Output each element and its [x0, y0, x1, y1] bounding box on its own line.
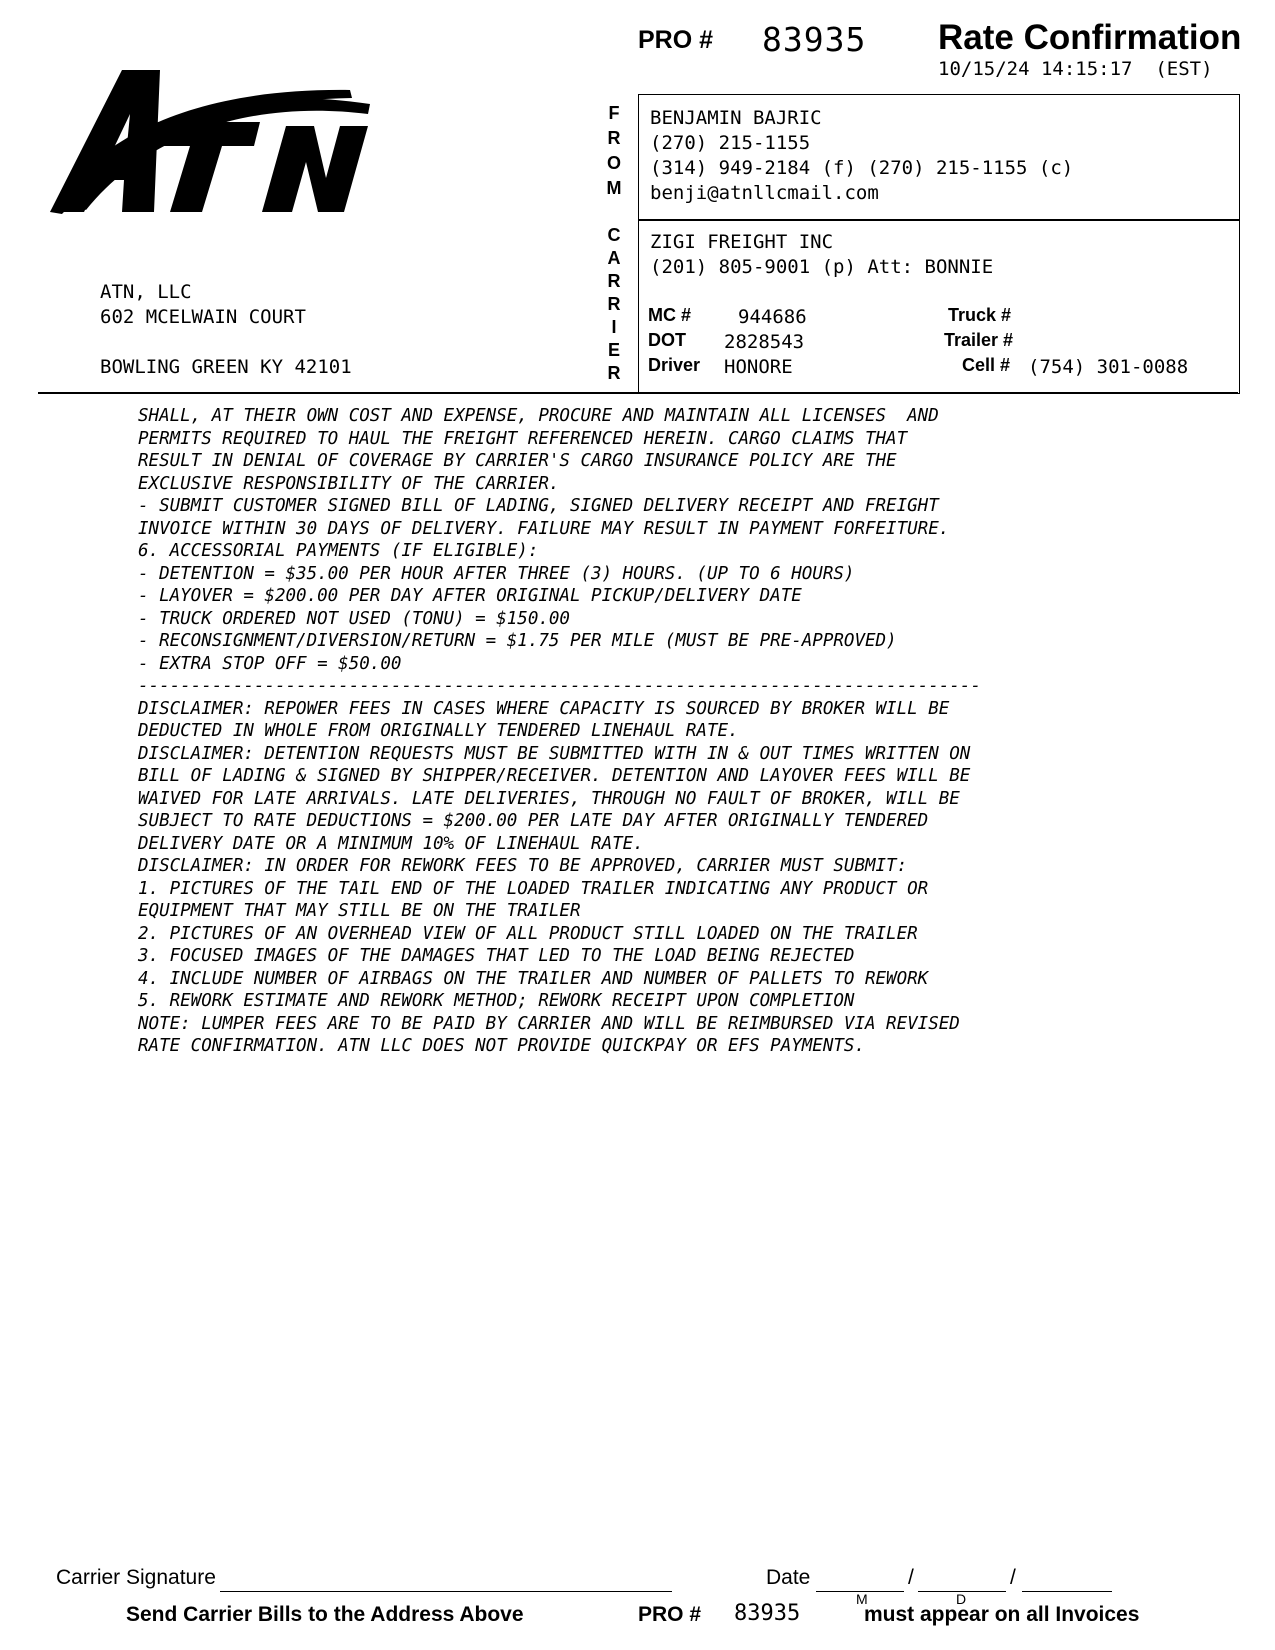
terms-line: - LAYOVER = $200.00 PER DAY AFTER ORIGINAL PICKUP/DELIVERY DATE [138, 586, 802, 606]
company-name: ATN, LLC [100, 281, 192, 303]
pro-number: 83935 [762, 20, 867, 59]
dot-label: DOT [648, 330, 686, 350]
driver-value: HONORE [724, 356, 793, 378]
mc-label: MC # [648, 305, 692, 325]
terms-line: EQUIPMENT THAT MAY STILL BE ON THE TRAILER [138, 901, 581, 921]
terms-line: DISCLAIMER: REPOWER FEES IN CASES WHERE CAPACITY IS SOURCED BY BROKER WILL BE [138, 698, 950, 719]
from-side-label: F R O M [606, 103, 622, 198]
company-street: 602 MCELWAIN COURT [100, 306, 306, 328]
footer-pro-label: PRO # [638, 1603, 702, 1626]
month-label: M [856, 1591, 868, 1607]
terms-line: 5. REWORK ESTIMATE AND REWORK METHOD; REWORK RECEIPT UPON COMPLETION [138, 991, 855, 1011]
timestamp: 10/15/24 14:15:17 (EST) [938, 58, 1213, 80]
carrier-side-label: C A R R I E R [607, 225, 621, 383]
terms-text [138, 405, 1248, 1058]
dot-value: 2828543 [724, 331, 805, 353]
send-bills-note: Send Carrier Bills to the Address Above [126, 1603, 524, 1626]
date-separator: / [1010, 1566, 1016, 1589]
terms-line: 3. FOCUSED IMAGES OF THE DAMAGES THAT LED TO THE LOAD BEING REJECTED [138, 946, 855, 966]
box-divider [639, 219, 1239, 221]
terms-line: PERMITS REQUIRED TO HAUL THE FREIGHT REFERENCED HEREIN. CARGO CLAIMS THAT [138, 428, 908, 449]
terms-line: EXCLUSIVE RESPONSIBILITY OF THE CARRIER. [138, 473, 560, 494]
terms-line: WAIVED FOR LATE ARRIVALS. LATE DELIVERIES, THROUGH NO FAULT OF BROKER, WILL BE [138, 788, 960, 809]
from-email: benji@atnllcmail.com [650, 182, 879, 204]
terms-line: SHALL, AT THEIR OWN COST AND EXPENSE, PROCURE AND MAINTAIN ALL LICENSES AND [138, 406, 939, 426]
date-label: Date [766, 1566, 811, 1589]
terms-line: DELIVERY DATE OR A MINIMUM 10% OF LINEHAUL RATE. [138, 833, 644, 854]
terms-line: 2. PICTURES OF AN OVERHEAD VIEW OF ALL PRODUCT STILL LOADED ON THE TRAILER [138, 923, 918, 944]
terms-line: - DETENTION = $35.00 PER HOUR AFTER THREE (3) HOURS. (UP TO 6 HOURS) [138, 563, 855, 584]
terms-divider: -------------------------------------------------------------------------------- [138, 676, 981, 696]
terms-line: RESULT IN DENIAL OF COVERAGE BY CARRIER'S CARGO INSURANCE POLICY ARE THE [138, 451, 897, 471]
trailer-label: Trailer # [944, 330, 1014, 350]
terms-line: DISCLAIMER: IN ORDER FOR REWORK FEES TO BE APPROVED, CARRIER MUST SUBMIT: [138, 856, 908, 876]
cell-value: (754) 301-0088 [1028, 356, 1189, 378]
terms-line: - EXTRA STOP OFF = $50.00 [138, 653, 402, 674]
terms-line: SUBJECT TO RATE DEDUCTIONS = $200.00 PER LATE DAY AFTER ORIGINALLY TENDERED [138, 811, 929, 831]
truck-label: Truck # [948, 305, 1012, 325]
carrier-name: ZIGI FREIGHT INC [650, 231, 834, 253]
page-title: Rate Confirmation [938, 18, 1242, 57]
pro-label: PRO # [638, 26, 714, 54]
signature-line[interactable] [220, 1591, 672, 1592]
terms-line: 6. ACCESSORIAL PAYMENTS (IF ELIGIBLE): [138, 541, 539, 561]
driver-label: Driver [648, 355, 701, 375]
cell-label: Cell # [962, 355, 1011, 375]
terms-line: - RECONSIGNMENT/DIVERSION/RETURN = $1.75 PER MILE (MUST BE PRE-APPROVED) [138, 631, 897, 651]
must-appear-note: must appear on all Invoices [864, 1603, 1140, 1626]
signature-label: Carrier Signature [56, 1566, 216, 1589]
day-label: D [956, 1591, 967, 1607]
from-phones-alt: (314) 949-2184 (f) (270) 215-1155 (c) [650, 157, 1074, 179]
company-city-state-zip: BOWLING GREEN KY 42101 [100, 356, 352, 378]
terms-line: - SUBMIT CUSTOMER SIGNED BILL OF LADING, SIGNED DELIVERY RECEIPT AND FREIGHT [138, 496, 939, 516]
mc-value: 944686 [738, 306, 807, 328]
carrier-contact: (201) 805-9001 (p) Att: BONNIE [650, 256, 994, 278]
terms-line: BILL OF LADING & SIGNED BY SHIPPER/RECEIVER. DETENTION AND LAYOVER FEES WILL BE [138, 766, 971, 786]
from-phone: (270) 215-1155 [650, 132, 811, 154]
date-separator: / [908, 1566, 914, 1589]
header-rule [38, 392, 1238, 394]
terms-line: DISCLAIMER: DETENTION REQUESTS MUST BE SUBMITTED WITH IN & OUT TIMES WRITTEN ON [138, 743, 971, 764]
terms-line: 4. INCLUDE NUMBER OF AIRBAGS ON THE TRAILER AND NUMBER OF PALLETS TO REWORK [138, 968, 929, 989]
terms-line: DEDUCTED IN WHOLE FROM ORIGINALLY TENDERED LINEHAUL RATE. [138, 721, 739, 741]
terms-line: RATE CONFIRMATION. ATN LLC DOES NOT PROVIDE QUICKPAY OR EFS PAYMENTS. [138, 1036, 865, 1056]
from-name: BENJAMIN BAJRIC [650, 107, 822, 129]
atn-logo [50, 62, 390, 227]
terms-line: 1. PICTURES OF THE TAIL END OF THE LOADED TRAILER INDICATING ANY PRODUCT OR [138, 878, 929, 899]
footer-pro-number: 83935 [734, 1601, 801, 1626]
terms-line: INVOICE WITHIN 30 DAYS OF DELIVERY. FAILURE MAY RESULT IN PAYMENT FORFEITURE. [138, 518, 950, 539]
terms-line: - TRUCK ORDERED NOT USED (TONU) = $150.00 [138, 608, 570, 629]
date-year-line[interactable] [1022, 1591, 1112, 1592]
terms-line: NOTE: LUMPER FEES ARE TO BE PAID BY CARRIER AND WILL BE REIMBURSED VIA REVISED [138, 1013, 960, 1034]
